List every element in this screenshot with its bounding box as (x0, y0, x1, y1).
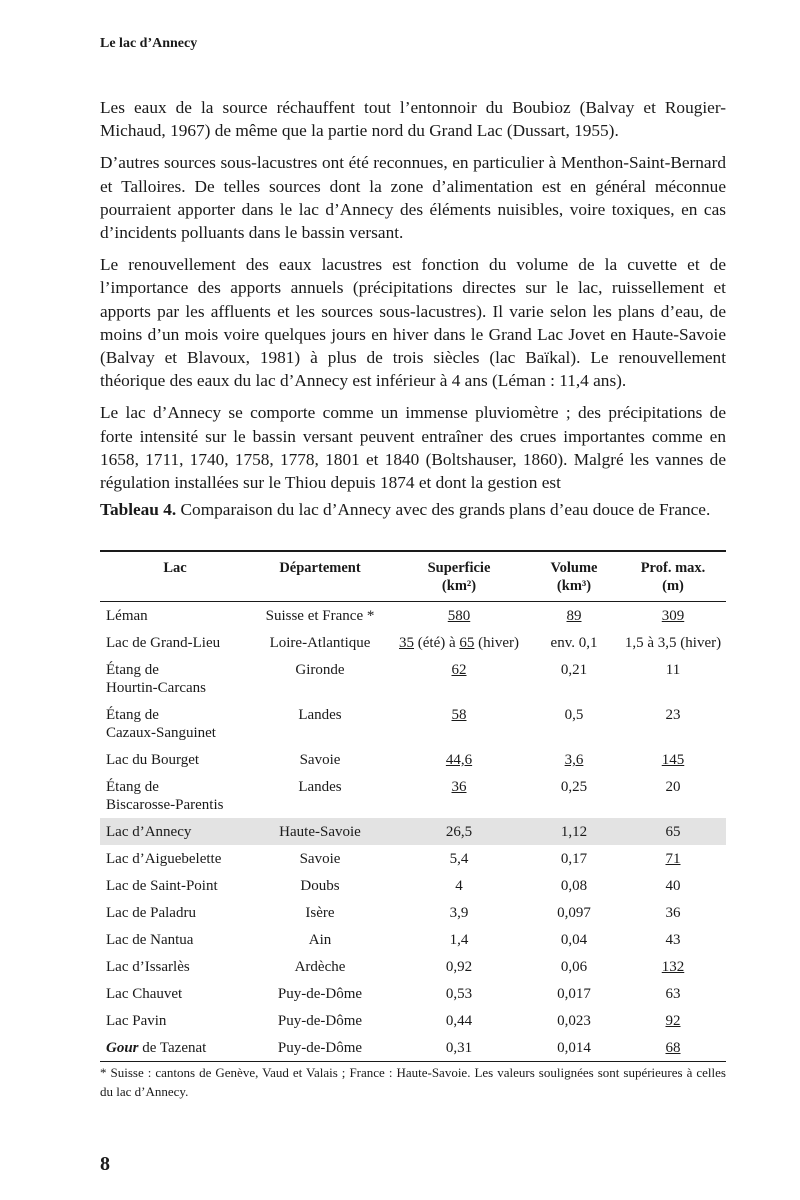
table-row (100, 701, 726, 746)
cell-departement: Savoie (299, 752, 341, 768)
table-row (100, 845, 726, 872)
cell-lac: Lac d’Annecy (100, 818, 250, 845)
cell-departement: Savoie (299, 851, 341, 867)
cell-lac: Gour de Tazenat (100, 1034, 250, 1062)
table-row (100, 899, 726, 926)
cell-volume: 0,04 (560, 932, 588, 948)
cell-volume: 3,6 (564, 752, 584, 768)
cell-lac: Lac de Saint-Point (106, 878, 218, 894)
cell-volume: 89 (566, 608, 582, 624)
cell-superficie: 0,53 (445, 986, 473, 1002)
cell-departement: Suisse et France * (265, 608, 375, 624)
cell-superficie: 0,44 (445, 1013, 473, 1029)
cell-profondeur: 20 (665, 779, 681, 795)
cell-superficie: 1,4 (449, 932, 469, 948)
cell-volume: 0,08 (560, 878, 588, 894)
cell-profondeur: 71 (665, 851, 681, 867)
table-row (100, 872, 726, 899)
cell-lac: Étang de Hourtin-Carcans (106, 662, 206, 696)
table-caption-text: Comparaison du lac d’Annecy avec des grands plans d’eau douce de France. (176, 500, 711, 519)
table-row (100, 773, 726, 818)
cell-superficie: 62 (451, 662, 467, 678)
cell-departement: Doubs (300, 878, 340, 894)
cell-superficie: 5,4 (449, 851, 469, 867)
table-row (100, 818, 726, 845)
table-row (100, 980, 726, 1007)
cell-departement: Haute-Savoie (250, 818, 390, 845)
table-body (100, 602, 726, 1062)
cell-profondeur: 132 (661, 959, 685, 975)
table-row (100, 1007, 726, 1034)
table-footnote: * Suisse : cantons de Genève, Vaud et Valais ; France : Haute-Savoie. Les valeurs soulignées sont supérieures à celles du lac d’Annecy. (100, 1065, 726, 1099)
cell-volume: 0,017 (557, 986, 591, 1002)
cell-departement: Ardèche (294, 959, 346, 975)
header-volume: Volume (km³) (528, 551, 620, 602)
running-head: Le lac d’Annecy (100, 36, 198, 51)
cell-profondeur: 40 (665, 878, 681, 894)
header-departement: Département (250, 551, 390, 602)
cell-superficie: 44,6 (445, 752, 473, 768)
cell-volume: 0,25 (560, 779, 588, 795)
cell-volume: 0,097 (557, 905, 591, 921)
table-row (100, 1034, 726, 1062)
cell-profondeur: 92 (665, 1013, 681, 1029)
cell-lac: Lac de Grand-Lieu (106, 635, 221, 651)
cell-superficie: 3,9 (449, 905, 469, 921)
cell-departement: Isère (305, 905, 335, 921)
cell-profondeur: 11 (665, 662, 681, 678)
cell-superficie: 0,31 (390, 1034, 528, 1062)
cell-lac: Lac d’Issarlès (106, 959, 190, 975)
cell-departement: Ain (308, 932, 332, 948)
cell-volume: env. 0,1 (550, 635, 598, 651)
cell-superficie: 4 (455, 878, 463, 894)
cell-volume: 0,21 (560, 662, 588, 678)
header-lac: Lac (100, 551, 250, 602)
paragraph: Le lac d’Annecy se comporte comme un immense pluviomètre ; des précipitations de forte intensité sur le bassin versant peuvent entraîner des crues importantes comme en 1658, 1711, 1740, 1758, 1778, 1801 et 1840 (Boltshauser, 1860). Malgré les vannes de régulation installées sur le Thiou depuis 1874 et dont la gestion est (100, 403, 726, 493)
page-number: 8 (100, 1153, 110, 1175)
cell-lac: Lac de Nantua (106, 932, 194, 948)
table-caption-label: Tableau 4. (100, 500, 177, 519)
cell-superficie: 0,92 (445, 959, 473, 975)
cell-profondeur: 23 (665, 707, 681, 723)
cell-departement: Gironde (295, 662, 345, 678)
cell-profondeur: 1,5 à 3,5 (hiver) (624, 635, 722, 651)
table-row (100, 953, 726, 980)
cell-profondeur: 36 (665, 905, 681, 921)
cell-profondeur: 43 (665, 932, 681, 948)
cell-volume: 0,06 (560, 959, 588, 975)
cell-superficie: 26,5 (390, 818, 528, 845)
table-row (100, 746, 726, 773)
cell-volume: 0,17 (560, 851, 588, 867)
cell-profondeur: 68 (620, 1034, 726, 1062)
cell-lac: Lac d’Aiguebelette (106, 851, 222, 867)
table-row (100, 926, 726, 953)
cell-volume: 0,5 (564, 707, 584, 723)
header-superficie: Superficie (km²) (390, 551, 528, 602)
cell-volume: 1,12 (528, 818, 620, 845)
cell-volume: 0,014 (528, 1034, 620, 1062)
lakes-comparison-table (100, 550, 726, 1062)
cell-departement: Puy-de-Dôme (250, 1034, 390, 1062)
cell-departement: Landes (298, 779, 342, 795)
table-row (100, 629, 726, 656)
cell-lac: Lac Pavin (106, 1013, 167, 1029)
cell-lac: Lac du Bourget (106, 752, 200, 768)
cell-lac: Léman (106, 608, 148, 624)
cell-superficie: 580 (447, 608, 471, 624)
cell-superficie: 58 (451, 707, 467, 723)
cell-profondeur: 145 (661, 752, 685, 768)
cell-volume: 0,023 (557, 1013, 591, 1029)
cell-profondeur: 309 (661, 608, 685, 624)
cell-superficie: 36 (451, 779, 467, 795)
cell-departement: Landes (298, 707, 342, 723)
cell-departement: Puy-de-Dôme (277, 986, 363, 1002)
paragraph: D’autres sources sous-lacustres ont été reconnues, en particulier à Menthon-Saint-Bernard et Talloires. De telles sources dont la zone d’alimentation est en général méconnue pourraient apporter dans le lac d’Annecy des éléments nuisibles, voire toxiques, en cas d’incidents polluants dans le bassin versant. (100, 153, 726, 243)
table-row (100, 656, 726, 701)
cell-superficie: 35 (été) à 65 (hiver) (399, 635, 519, 651)
table-header-row (100, 551, 726, 602)
cell-lac: Lac Chauvet (106, 986, 183, 1002)
cell-lac: Étang de Cazaux-Sanguinet (106, 707, 216, 741)
body-text (100, 96, 726, 503)
cell-lac: Lac de Paladru (106, 905, 196, 921)
paragraph: Les eaux de la source réchauffent tout l’entonnoir du Boubioz (Balvay et Rougier-Michaud, 1967) de même que la partie nord du Grand Lac (Dussart, 1955). (100, 98, 726, 141)
cell-departement: Loire-Atlantique (269, 635, 371, 651)
cell-profondeur: 65 (620, 818, 726, 845)
table-caption (100, 498, 726, 521)
cell-profondeur: 63 (665, 986, 681, 1002)
table-row (100, 602, 726, 630)
cell-departement: Puy-de-Dôme (277, 1013, 363, 1029)
cell-lac: Étang de Biscarosse-Parentis (106, 779, 224, 813)
paragraph: Le renouvellement des eaux lacustres est fonction du volume de la cuvette et de l’importance des apports annuels (précipitations directes sur le lac, ruissellement et apports par les affluents et les sources sous-lacustres). Il varie selon les plans d’eau, de moins d’un mois voire quelques jours en hiver dans le Grand Lac Jovet en Haute-Savoie (Balvay et Blavoux, 1981) à plus de trois siècles (lac Baïkal). Le renouvellement théorique des eaux du lac d’Annecy est inférieur à 4 ans (Léman : 11,4 ans). (100, 255, 726, 391)
header-profondeur: Prof. max. (m) (620, 551, 726, 602)
